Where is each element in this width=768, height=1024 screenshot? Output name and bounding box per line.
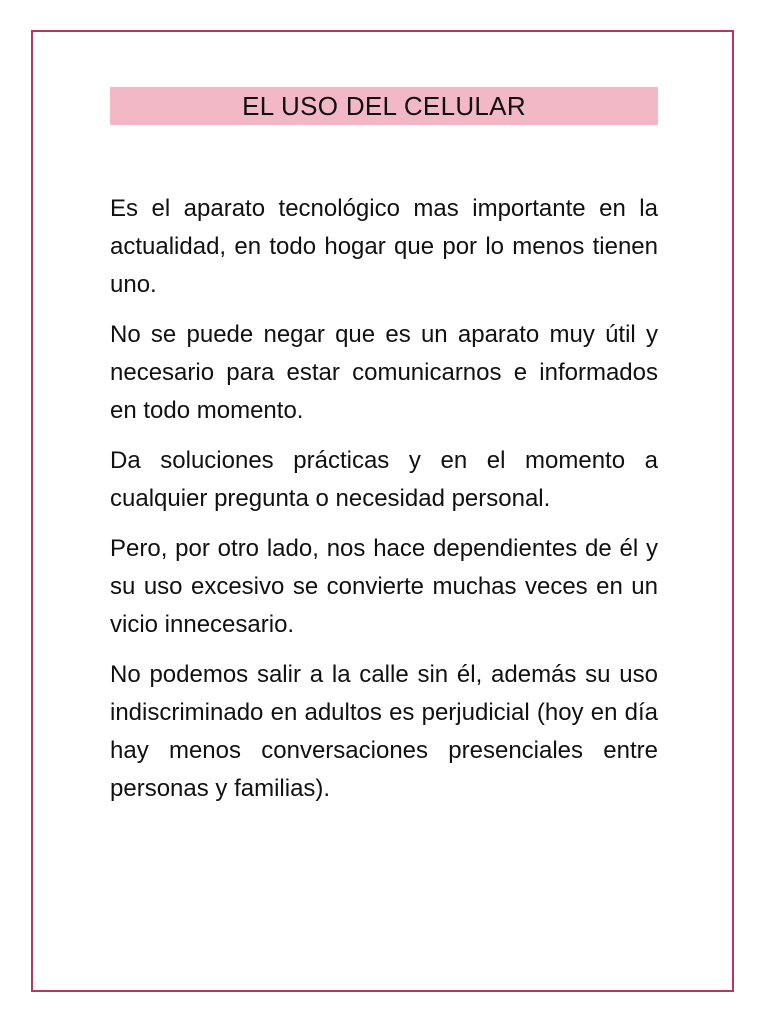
- page-title: EL USO DEL CELULAR: [242, 90, 526, 121]
- document-body: [110, 190, 658, 820]
- paragraph-4: Pero, por otro lado, nos hace dependientes de él y su uso excesivo se convierte muchas veces en un vicio innecesario.: [110, 535, 658, 638]
- title-banner: [110, 87, 658, 125]
- paragraph-1: Es el aparato tecnológico mas importante en la actualidad, en todo hogar que por lo menos tienen uno.: [110, 195, 658, 298]
- paragraph-3: Da soluciones prácticas y en el momento a cualquier pregunta o necesidad personal.: [110, 447, 658, 512]
- paragraph-2: No se puede negar que es un aparato muy útil y necesario para estar comunicarnos e informados en todo momento.: [110, 321, 658, 424]
- paragraph-5: No podemos salir a la calle sin él, además su uso indiscriminado en adultos es perjudicial (hoy en día hay menos conversaciones presenciales entre personas y familias).: [110, 661, 658, 802]
